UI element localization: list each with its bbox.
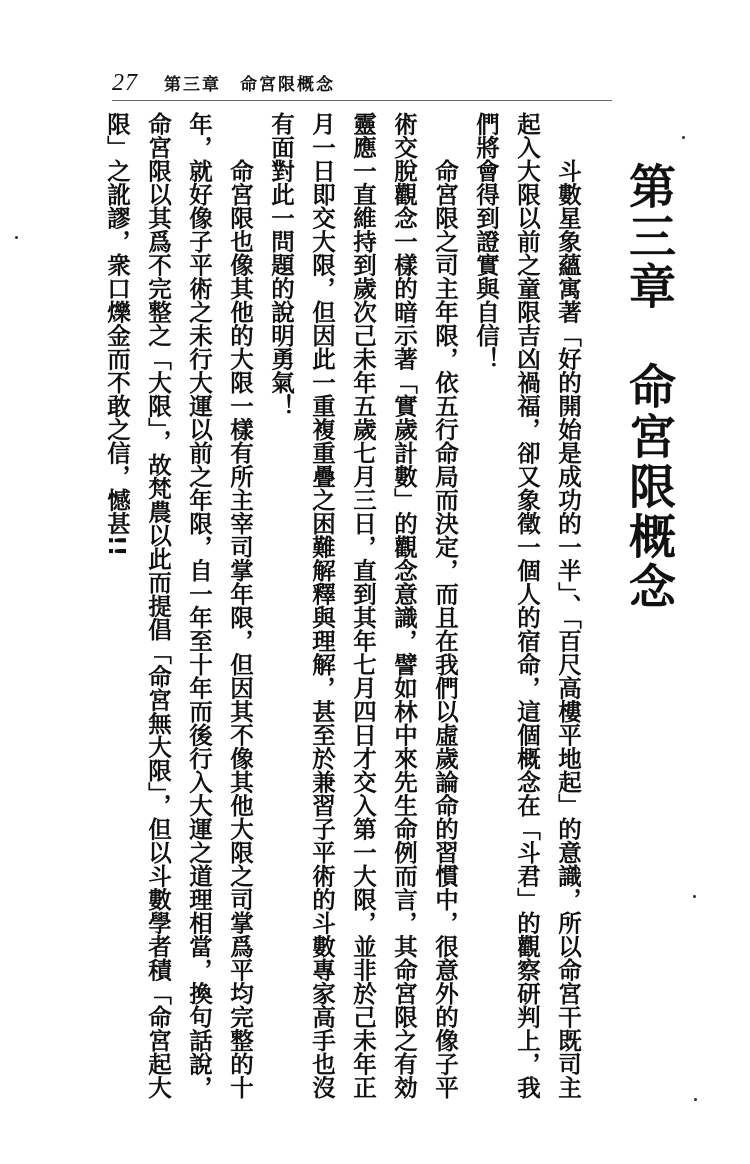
- paragraph-2: 命宮限之司主年限，依五行命局而決定，而且在我們以虛歲論命的習慣中，很意外的像子平術交脫觀念一樣的暗示著「實歲計數」的觀念意識，譬如林中來先生命例而言，其命宮限之有効靈應一直維持到歲次己未年五歲七月三日，直到其年七月四日才交入第一大限，並非於己未年正月一日即交大限，但因此一重複重疊之困難解釋與理解，甚至於兼習子平術的斗數專家高手也沒有面對此一問題的說明勇氣！: [267, 112, 459, 1099]
- page-header: [112, 70, 335, 97]
- paragraph-1: 斗數星象蘊寓著「好的開始是成功的一半」、「百尺高樓平地起」的意識，所以命宮干既司主起入大限以前之童限吉凶禍福，卻又象徵一個人的宿命，這個概念在「斗君」的觀察研判上，我們將會得到證實與自信！: [472, 112, 582, 1099]
- body-text: [103, 112, 588, 1112]
- running-title: 第三章 命宮限概念: [164, 75, 335, 95]
- paragraph-3: 命宮限也像其他的大限一樣有所主宰司掌年限，但因其不像其他大限之司掌爲平均完整的十年，就好像子平術之未行大運以前之年限，自一年至十年而後行入大運之道理相當，換句話說，命宮限以其爲不完整之「大限」，故梵農以此而提倡「命宮無大限」，但以斗數學者積「命宮起大限」之訛謬，衆口爍金而不敢之信，憾甚!!: [103, 112, 254, 1099]
- page-number: 27: [112, 70, 138, 96]
- scan-speck: [682, 136, 685, 139]
- header-rule: [112, 100, 612, 101]
- scan-speck: [693, 895, 696, 898]
- scan-speck: [15, 236, 18, 239]
- chapter-title: 第三章 命宮限概念: [621, 162, 676, 612]
- scan-speck: [694, 1098, 697, 1101]
